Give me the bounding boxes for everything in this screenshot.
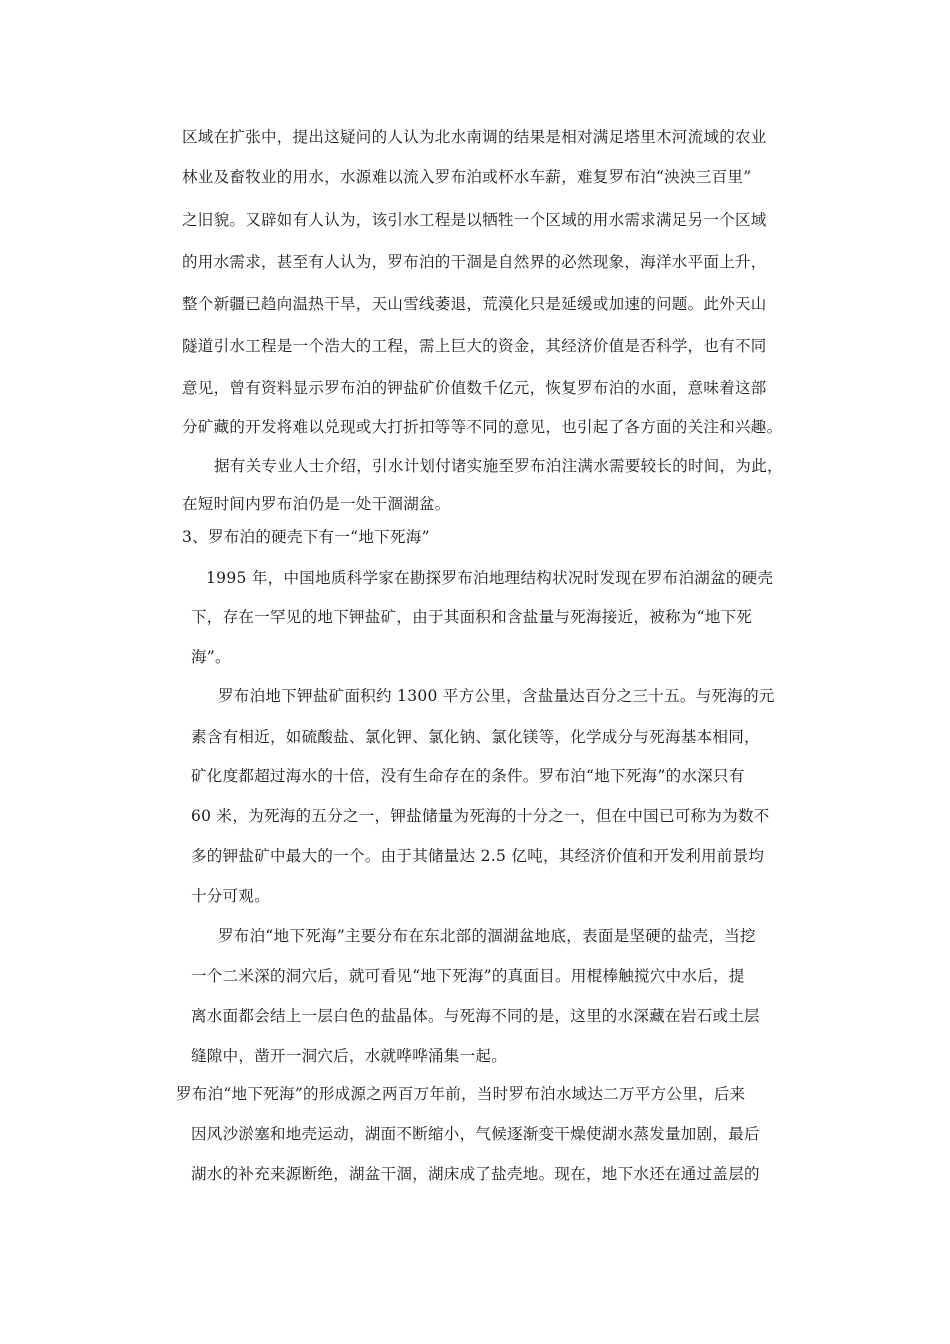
text-line: 分矿藏的开发将难以兑现或大打折扣等等不同的意见，也引起了各方面的关注和兴趣。 <box>182 418 783 436</box>
text-line: 据有关专业人士介绍，引水计划付诸实施至罗布泊注满水需要较长的时间，为此， <box>214 457 783 475</box>
text-line: 的用水需求，甚至有人认为，罗布泊的干涸是自然界的必然现象，海洋水平面上升， <box>182 253 767 271</box>
text-line: 下，存在一罕见的地下钾盐矿，由于其面积和含盐量与死海接近，被称为“地下死 <box>191 608 753 626</box>
text-line: 整个新疆已趋向温热干旱，天山雪线萎退，荒漠化只是延缓或加速的问题。此外天山 <box>182 295 767 313</box>
text-line: 罗布泊“地下死海”的形成源之两百万年前，当时罗布泊水域达二万平方公里，后来 <box>176 1085 746 1103</box>
text-line: 湖水的补充来源断绝，湖盆干涸，湖床成了盐壳地。现在，地下水还在通过盖层的 <box>191 1165 760 1183</box>
text-line: 离水面都会结上一层白色的盐晶体。与死海不同的是，这里的水深藏在岩石或土层 <box>191 1007 760 1025</box>
text-line: 海”。 <box>191 648 231 666</box>
text-line: 矿化度都超过海水的十倍，没有生命存在的条件。罗布泊“地下死海”的水深只有 <box>191 767 745 785</box>
text-line: 60 米，为死海的五分之一，钾盐储量为死海的十分之一，但在中国已可称为为数不 <box>191 807 770 825</box>
text-line: 素含有相近，如硫酸盐、氯化钾、氯化钠、氯化镁等，化学成分与死海基本相同， <box>191 728 760 746</box>
text-line: 意见，曾有资料显示罗布泊的钾盐矿价值数千亿元，恢复罗布泊的水面，意味着这部 <box>182 379 767 397</box>
text-line: 之旧貌。又辟如有人认为，该引水工程是以牺牲一个区域的用水需求满足另一个区域 <box>182 211 767 229</box>
text-line: 多的钾盐矿中最大的一个。由于其储量达 2.5 亿吨，其经济价值和开发利用前景均 <box>191 847 765 865</box>
text-line: 隧道引水工程是一个浩大的工程，需上巨大的资金，其经济价值是否科学，也有不同 <box>182 337 767 355</box>
text-line: 1995 年，中国地质科学家在勘探罗布泊地理结构状况时发现在罗布泊湖盆的硬壳 <box>206 569 774 587</box>
text-line: 区域在扩张中，提出这疑问的人认为北水南调的结果是相对满足塔里木河流域的农业 <box>182 128 767 146</box>
text-line: 在短时间内罗布泊仍是一处干涸湖盆。 <box>182 495 451 513</box>
text-line: 罗布泊“地下死海”主要分布在东北部的涸湖盆地底，表面是坚硬的盐壳，当挖 <box>218 927 756 945</box>
text-line: 十分可观。 <box>191 887 271 905</box>
text-line: 一个二米深的洞穴后，就可看见“地下死海”的真面目。用棍棒触搅穴中水后，提 <box>191 967 745 985</box>
section-heading: 3、罗布泊的硬壳下有一“地下死海” <box>182 528 430 546</box>
text-line: 因风沙淤塞和地壳运动，湖面不断缩小，气候逐渐变干燥使湖水蒸发量加剧，最后 <box>191 1125 760 1143</box>
text-line: 缝隙中，凿开一洞穴后，水就哗哗涌集一起。 <box>191 1047 508 1065</box>
text-line: 林业及畜牧业的用水，水源难以流入罗布泊或杯水车薪，难复罗布泊“泱泱三百里” <box>182 168 752 186</box>
text-line: 罗布泊地下钾盐矿面积约 1300 平方公里，含盐量达百分之三十五。与死海的元 <box>218 687 775 705</box>
